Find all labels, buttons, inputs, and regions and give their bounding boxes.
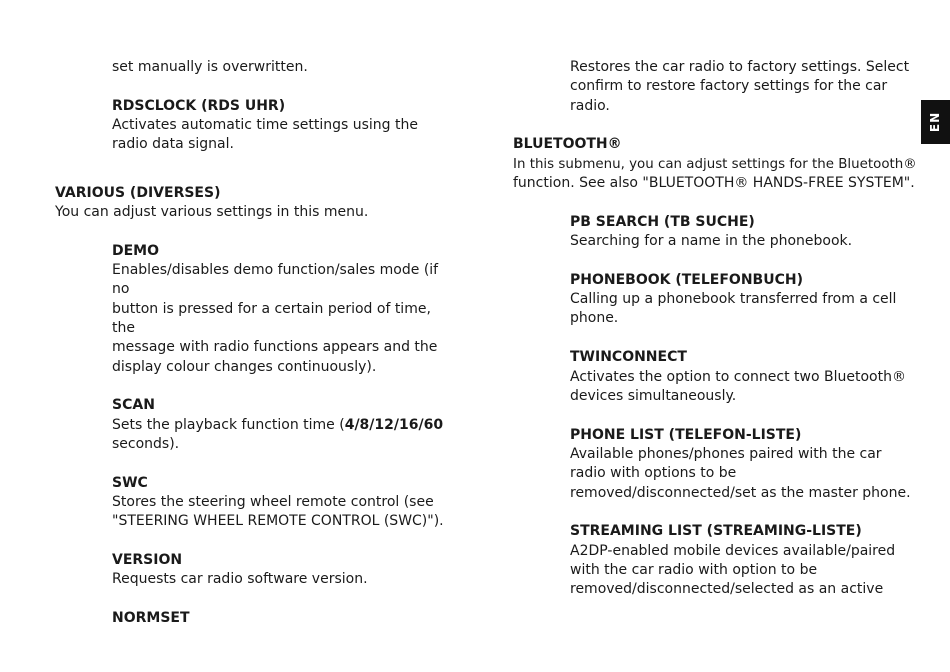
heading-various: VARIOUS (DIVERSES)	[55, 184, 221, 201]
heading-pb-search: PB SEARCH (TB SUCHE)	[570, 213, 755, 230]
heading-scan: SCAN	[112, 397, 155, 414]
section-normset-desc: Restores the car radio to factory settings. Select confirm to restore factory settings for the car radio.	[570, 59, 910, 114]
intro-text: set manually is overwritten.	[112, 59, 308, 75]
heading-version: VERSION	[112, 552, 183, 569]
section-phonebook: PHONEBOOK (TELEFONBUCH) Calling up a phonebook transferred from a cell phone.	[513, 271, 913, 329]
section-streaming-list: STREAMING LIST (STREAMING-LISTE) A2DP-enabled mobile devices available/paired with the car radio with option to be removed/disconnected/selected as an active	[513, 522, 913, 599]
language-tab	[921, 100, 950, 144]
right-column	[513, 58, 917, 600]
section-phone-list: PHONE LIST (TELEFON-LISTE) Available phones/phones paired with the car radio with options to be removed/disconnected/set as the master phone.	[513, 426, 913, 503]
left-column	[55, 58, 455, 629]
language-tab-label: EN	[928, 111, 943, 133]
heading-phonebook: PHONEBOOK (TELEFONBUCH)	[570, 271, 803, 288]
section-demo: DEMO Enables/disables demo function/sales mode (if no button is pressed for a certain period of time, the message with radio functions appears and the display colour changes continuously).	[55, 242, 455, 377]
section-twinconnect: TWINCONNECT Activates the option to connect two Bluetooth® devices simultaneously.	[513, 348, 913, 406]
section-normset	[55, 609, 455, 628]
section-rdsclock: RDSCLOCK (RDS UHR) Activates automatic time settings using the radio data signal.	[55, 97, 455, 155]
heading-bluetooth: BLUETOOTH®	[513, 136, 622, 153]
section-various: VARIOUS (DIVERSES) You can adjust various settings in this menu.	[55, 184, 455, 223]
section-version: VERSION Requests car radio software version.	[55, 551, 455, 590]
heading-demo: DEMO	[112, 242, 160, 259]
heading-rdsclock: RDSCLOCK (RDS UHR)	[112, 97, 286, 114]
section-scan: SCAN Sets the playback function time (4/8/12/16/60 seconds).	[55, 396, 455, 454]
heading-twinconnect: TWINCONNECT	[570, 349, 687, 366]
section-swc: SWC Stores the steering wheel remote control (see "STEERING WHEEL REMOTE CONTROL (SWC)").	[55, 474, 455, 532]
section-pb-search: PB SEARCH (TB SUCHE) Searching for a name in the phonebook.	[513, 213, 913, 252]
heading-phone-list: PHONE LIST (TELEFON-LISTE)	[570, 426, 802, 443]
scan-times: 4/8/12/16/60	[344, 416, 444, 433]
heading-streaming-list: STREAMING LIST (STREAMING-LISTE)	[570, 523, 862, 540]
heading-normset: NORMSET	[112, 610, 190, 627]
section-bluetooth: BLUETOOTH® In this submenu, you can adjust settings for the Bluetooth® function. See also "BLUETOOTH® HANDS-FREE SYSTEM".	[513, 136, 917, 191]
heading-swc: SWC	[112, 474, 148, 491]
